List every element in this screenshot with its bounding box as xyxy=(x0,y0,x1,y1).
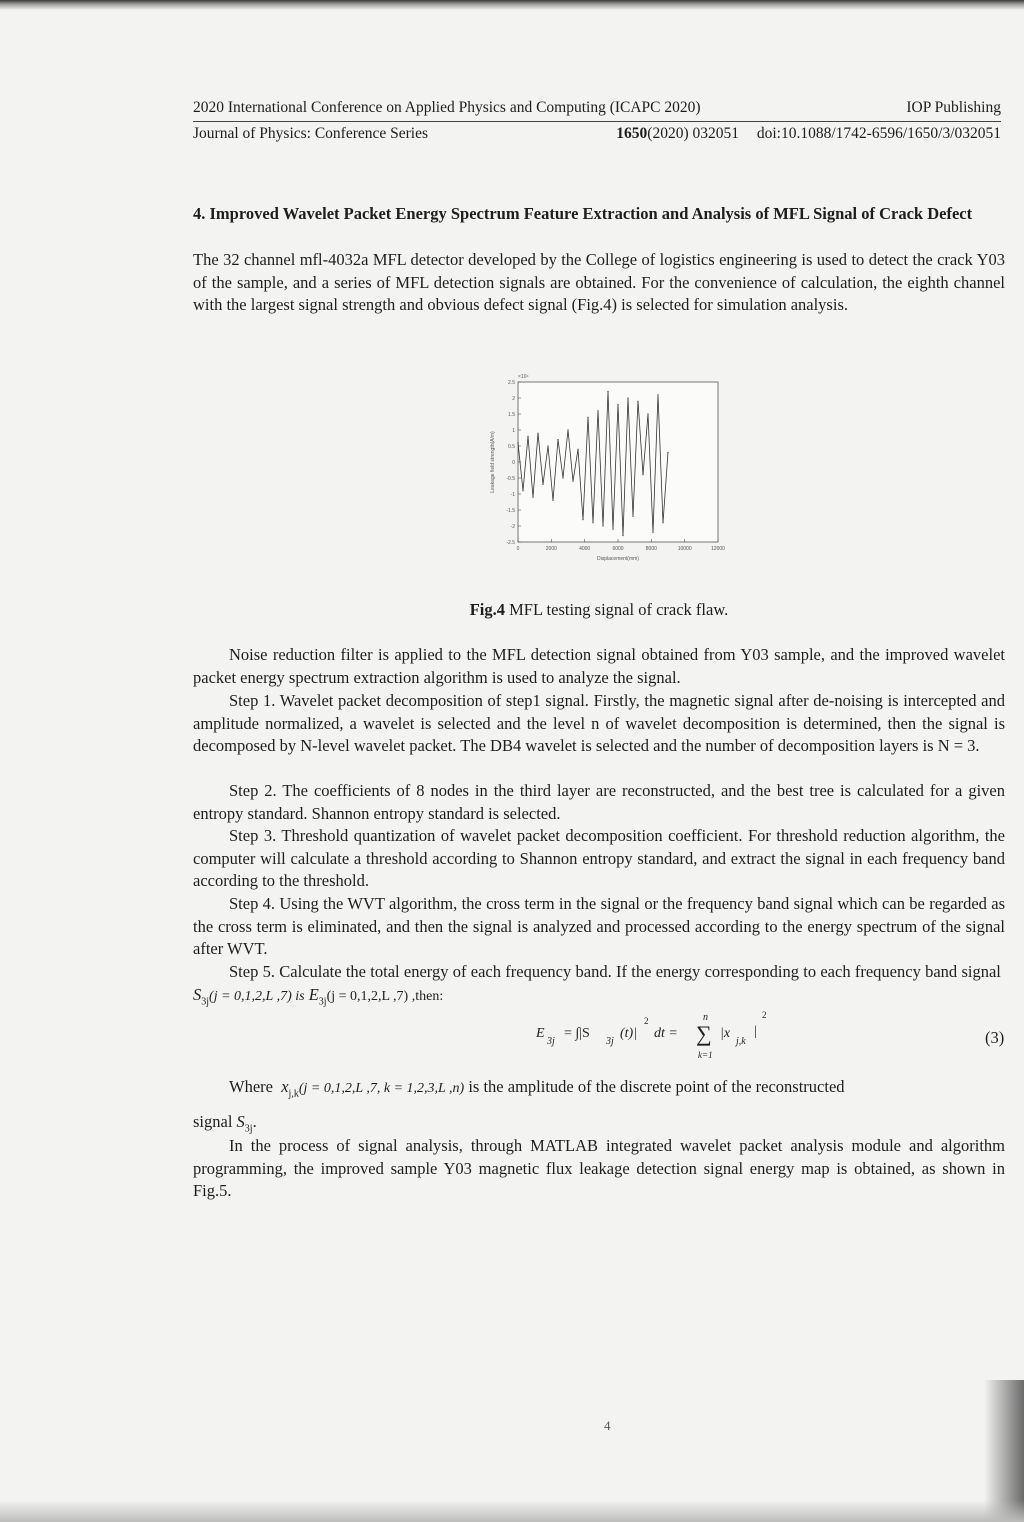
signal-point xyxy=(557,439,558,440)
signal-point xyxy=(657,394,658,395)
paragraph-noise-reduction: Noise reduction filter is applied to the MFL detection signal obtained from Y03 sample, and the improved wavelet packet energy spectrum extraction algorithm is used to analyze the signal. xyxy=(193,645,1005,687)
signal-point xyxy=(587,417,588,418)
y-tick-label: -1.5 xyxy=(506,508,515,514)
signal-point xyxy=(572,481,573,482)
x-tick-label: 2000 xyxy=(545,546,557,552)
signal-point xyxy=(577,449,578,450)
range-j-1: (j = 0,1,2,L ,7) is xyxy=(209,988,305,1004)
signal-point xyxy=(592,522,593,523)
e-symbol: E xyxy=(308,984,319,1004)
y-tick-label: -0.5 xyxy=(506,476,515,482)
journal-name: Journal of Physics: Conference Series xyxy=(193,125,429,142)
where-word: Where xyxy=(229,1077,273,1096)
eq-integral: = ∫|S xyxy=(564,1026,590,1041)
range-j-2: (j = 0,1,2,L ,7) ,then: xyxy=(326,988,444,1004)
signal-point xyxy=(532,497,533,498)
running-header xyxy=(193,99,1001,147)
signal-point xyxy=(547,445,548,446)
x-tick-label: 12000 xyxy=(711,546,725,552)
x-axis-label: Displacement(mm) xyxy=(597,556,639,562)
where-range: (j = 0,1,2,L ,7, k = 1,2,3,L ,n) xyxy=(298,1081,465,1096)
paragraph-where-end: signal $S_{3j}$. xyxy=(193,1112,257,1135)
y-tick-label: 2 xyxy=(512,396,515,402)
caption-text: MFL testing signal of crack flaw. xyxy=(504,600,729,619)
y-tick-label: -1 xyxy=(510,492,515,498)
signal-point xyxy=(562,477,563,478)
step5-text: Step 5. Calculate the total energy of each frequency band. If the energy corresponding to each frequency band signal xyxy=(229,962,1001,981)
signal-point xyxy=(542,484,543,485)
year-issue: (2020) 032051 xyxy=(647,125,739,142)
signal-point xyxy=(647,413,648,414)
eq-rhs: |x xyxy=(720,1026,731,1041)
signal-point xyxy=(607,391,608,392)
signal-point xyxy=(667,452,668,453)
caption-label: Fig.4 xyxy=(469,600,505,619)
y-tick-label: -2.5 xyxy=(506,540,515,546)
signal-point xyxy=(652,532,653,533)
citation-info xyxy=(612,125,1001,143)
y-multiplier: ×10⁴ xyxy=(518,374,529,380)
eq-t: (t)| xyxy=(620,1026,638,1041)
figure-4 xyxy=(482,368,742,578)
s-symbol: S xyxy=(193,984,202,1004)
equation-3: E 3j = ∫|S 3j (t)| 2 dt = n ∑ k=1 |x j,k | 2 xyxy=(536,1010,767,1060)
signal-point xyxy=(522,490,523,491)
eq-dt: dt = xyxy=(654,1026,678,1041)
signal-point xyxy=(527,436,528,437)
signal-point xyxy=(582,519,583,520)
y-tick-label: 0 xyxy=(512,460,515,466)
mfl-signal-chart xyxy=(482,368,742,578)
paragraph-step-5: Step 5. Calculate the total energy of each frequency band. If the energy corresponding to each frequency band signal $S_{3j}(j = 0,1,2,L$ ,7) is $E_{3j}(j = 0,1,2,L$ ,7) ,then: xyxy=(193,962,1001,1007)
signal-point xyxy=(627,397,628,398)
y-tick-label: 1 xyxy=(512,428,515,434)
eq-n: n xyxy=(703,1012,708,1023)
x-symbol: x xyxy=(281,1077,289,1096)
signal-point xyxy=(612,529,613,530)
paragraph-step-2: Step 2. The coefficients of 8 nodes in the third layer are reconstructed, and the best tree is calculated for a given entropy standard. Shannon entropy standard is selected. xyxy=(193,781,1005,823)
signal-point xyxy=(637,401,638,402)
eq-k1: k=1 xyxy=(698,1050,713,1060)
equation-number: (3) xyxy=(985,1028,1005,1047)
x-tick-label: 8000 xyxy=(645,546,657,552)
y-axis-label: Leakage field strength(A/m) xyxy=(490,431,496,493)
conference-name: 2020 International Conference on Applied Physics and Computing (ICAPC 2020) xyxy=(193,99,701,116)
paragraph-step-4: Step 4. Using the WVT algorithm, the cross term in the signal or the frequency band signal which can be regarded as the cross term is eliminated, and then the signal is analyzed and processed according to the energy spectrum of the signal after WVT. xyxy=(193,894,1005,958)
signal-point xyxy=(537,433,538,434)
publisher-name: IOP Publishing xyxy=(906,99,1001,116)
y-tick-label: 0.5 xyxy=(508,444,515,450)
scan-shadow-top xyxy=(0,0,1024,10)
x-tick-label: 4000 xyxy=(579,546,591,552)
eq-lhs: E xyxy=(536,1026,545,1041)
figure-caption xyxy=(193,600,1005,620)
signal-point xyxy=(517,442,518,443)
y-tick-label: 1.5 xyxy=(508,412,515,418)
x-tick-label: 10000 xyxy=(677,546,692,552)
paragraph-step-3: Step 3. Threshold quantization of wavelet packet decomposition coefficient. For threshold reduction algorithm, the computer will calculate a threshold according to Shannon entropy standard, and extract the signal in each frequency band according to the threshold. xyxy=(193,826,1005,890)
paragraph-where: Where $x_{j,k}(j = 0,1,2,L$ ,7, k = 1,2,3,L ,n) is the amplitude of the discrete point of the reconstructed xyxy=(229,1077,845,1100)
eq-square-2: 2 xyxy=(762,1010,767,1020)
signal-point xyxy=(597,410,598,411)
signal-point xyxy=(642,474,643,475)
paragraph-intro: The 32 channel mfl-4032a MFL detector developed by the College of logistics engineering is used to detect the crack Y03 of the sample, and a series of MFL detection signals are obtained. For the convenience of calculation, the eighth channel with the largest signal strength and obvious defect signal (Fig.4) is selected for simulation analysis. xyxy=(193,250,1005,314)
signal-point xyxy=(662,522,663,523)
where-text: is the amplitude of the discrete point of the reconstructed xyxy=(468,1077,845,1096)
where-signal: signal xyxy=(193,1112,233,1131)
page-number: 4 xyxy=(604,1418,611,1433)
signal-point xyxy=(617,404,618,405)
signal-point xyxy=(567,429,568,430)
y-tick-label: -2 xyxy=(510,524,515,530)
paragraph-conclusion: In the process of signal analysis, through MATLAB integrated wavelet packet analysis module and algorithm programming, the improved sample Y03 magnetic flux leakage detection signal energy map is obtained, as shown in Fig.5. xyxy=(193,1136,1005,1200)
volume-number: 1650 xyxy=(616,125,648,142)
scan-shadow-bottom xyxy=(0,1500,1024,1522)
paragraph-step-1: Step 1. Wavelet packet decomposition of step1 signal. Firstly, the magnetic signal after de-noising is intercepted and amplitude normalized, a wavelet is selected and the level n of wavelet decomposition is determined, then the signal is decomposed by N-level wavelet packet. The DB4 wavelet is selected and the number of decomposition layers is N = 3. xyxy=(193,691,1005,755)
header-rule xyxy=(193,121,1001,122)
x-tick-label: 0 xyxy=(516,546,520,552)
signal-point xyxy=(552,500,553,501)
doi: doi:10.1088/1742-6596/1650/3/032051 xyxy=(756,125,1001,142)
eq-sum: ∑ xyxy=(696,1021,712,1046)
x-tick-label: 6000 xyxy=(612,546,624,552)
signal-point xyxy=(622,535,623,536)
signal-point xyxy=(602,525,603,526)
y-tick-label: 2.5 xyxy=(508,380,515,386)
eq-square-1: 2 xyxy=(644,1016,649,1026)
signal-point xyxy=(632,516,633,517)
section-heading: 4. Improved Wavelet Packet Energy Spectrum Feature Extraction and Analysis of MFL Signal of Crack Defect xyxy=(193,204,973,223)
